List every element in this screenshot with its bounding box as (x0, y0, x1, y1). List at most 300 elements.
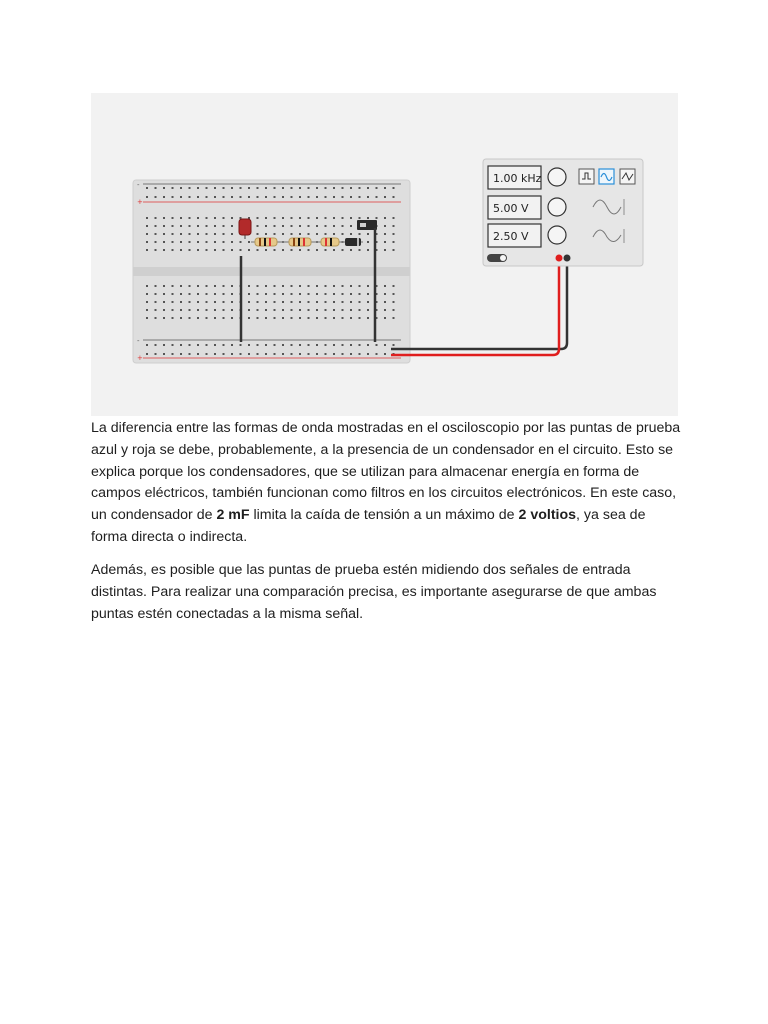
paragraph1-text-1: La diferencia entre las formas de onda mostradas en el osciloscopio por las puntas de prueba azul y roja se debe, probablemente, a la presencia de un condensador en el circuito. Esto se explica porque los condensadores, que se utilizan para almacenar energía en forma de campos eléctricos, también funcionan como filtros en los circuitos electrónicos. En este caso, un condensador de (91, 420, 681, 524)
breadboard-hole (206, 217, 208, 219)
probe-wire-black (391, 259, 567, 349)
breadboard-hole (333, 301, 335, 303)
breadboard-hole (393, 309, 395, 311)
breadboard-hole (359, 293, 361, 295)
breadboard-hole (214, 233, 216, 235)
breadboard-hole (214, 285, 216, 287)
breadboard-hole (316, 301, 318, 303)
breadboard-hole (248, 241, 250, 243)
breadboard-hole (172, 344, 174, 346)
breadboard-hole (146, 217, 148, 219)
breadboard-hole (333, 344, 335, 346)
breadboard-hole (282, 249, 284, 251)
breadboard-hole (299, 187, 301, 189)
breadboard-hole (214, 196, 216, 198)
breadboard-hole (214, 301, 216, 303)
breadboard-hole (155, 309, 157, 311)
breadboard-hole (214, 241, 216, 243)
breadboard-hole (146, 187, 148, 189)
breadboard-hole (325, 344, 327, 346)
breadboard-hole (180, 233, 182, 235)
breadboard-hole (265, 187, 267, 189)
breadboard-hole (180, 225, 182, 227)
breadboard-hole (274, 293, 276, 295)
breadboard-hole (189, 285, 191, 287)
breadboard-hole (367, 249, 369, 251)
breadboard-hole (316, 293, 318, 295)
breadboard-hole (350, 353, 352, 355)
breadboard-hole (282, 317, 284, 319)
breadboard-hole (180, 241, 182, 243)
breadboard-hole (240, 187, 242, 189)
breadboard-hole (214, 217, 216, 219)
breadboard-hole (231, 301, 233, 303)
breadboard-hole (376, 344, 378, 346)
frequency-value: 1.00 kHz (493, 172, 542, 185)
breadboard-hole (325, 196, 327, 198)
breadboard-hole (180, 317, 182, 319)
breadboard-hole (172, 225, 174, 227)
breadboard-hole (265, 309, 267, 311)
breadboard-hole (393, 249, 395, 251)
breadboard-hole (367, 196, 369, 198)
breadboard-hole (367, 241, 369, 243)
breadboard-hole (291, 233, 293, 235)
breadboard-hole (214, 187, 216, 189)
breadboard-hole (189, 301, 191, 303)
breadboard-hole (163, 309, 165, 311)
breadboard-hole (163, 293, 165, 295)
breadboard-hole (197, 309, 199, 311)
breadboard-hole (155, 293, 157, 295)
breadboard-hole (248, 301, 250, 303)
breadboard-hole (299, 233, 301, 235)
breadboard-hole (197, 301, 199, 303)
breadboard-hole (384, 233, 386, 235)
breadboard-hole (155, 217, 157, 219)
breadboard-hole (393, 196, 395, 198)
breadboard-hole (163, 301, 165, 303)
breadboard-hole (265, 196, 267, 198)
waveform-square-button[interactable] (579, 169, 594, 184)
breadboard-hole (325, 301, 327, 303)
breadboard-hole (308, 217, 310, 219)
breadboard-hole (206, 301, 208, 303)
breadboard-hole (325, 187, 327, 189)
breadboard-hole (376, 217, 378, 219)
paragraph-probe-comparison: Además, es posible que las puntas de prueba estén midiendo dos señales de entrada distintas. Para realizar una comparación precisa, es importante asegurarse de que ambas puntas estén conectadas a la misma señal. (91, 562, 657, 622)
paragraph1-text-3: , ya sea de forma directa o indirecta. (91, 507, 646, 545)
breadboard-hole (248, 353, 250, 355)
breadboard-hole (333, 309, 335, 311)
breadboard-hole (274, 187, 276, 189)
breadboard-hole (333, 285, 335, 287)
breadboard-hole (197, 217, 199, 219)
breadboard-hole (163, 225, 165, 227)
breadboard-hole (214, 249, 216, 251)
breadboard-hole (308, 233, 310, 235)
breadboard-hole (240, 249, 242, 251)
breadboard-hole (189, 249, 191, 251)
breadboard-hole (189, 187, 191, 189)
breadboard-hole (367, 233, 369, 235)
breadboard-hole (248, 187, 250, 189)
breadboard-hole (299, 309, 301, 311)
breadboard-hole (333, 293, 335, 295)
breadboard-hole (163, 187, 165, 189)
breadboard-hole (282, 196, 284, 198)
breadboard-hole (206, 187, 208, 189)
breadboard-hole (155, 225, 157, 227)
breadboard-hole (223, 301, 225, 303)
offset-knob[interactable] (548, 226, 566, 244)
breadboard-hole (163, 241, 165, 243)
breadboard-hole (197, 285, 199, 287)
breadboard-hole (350, 317, 352, 319)
breadboard-hole (155, 241, 157, 243)
breadboard-hole (231, 344, 233, 346)
breadboard-hole (393, 225, 395, 227)
breadboard-hole (163, 217, 165, 219)
breadboard-hole (197, 353, 199, 355)
breadboard-hole (274, 249, 276, 251)
resistor-band (330, 238, 332, 246)
breadboard-hole (240, 344, 242, 346)
breadboard-hole (172, 233, 174, 235)
breadboard-hole (257, 317, 259, 319)
breadboard-hole (248, 285, 250, 287)
breadboard-hole (282, 309, 284, 311)
breadboard-hole (223, 353, 225, 355)
breadboard-hole (342, 317, 344, 319)
breadboard-hole (180, 309, 182, 311)
breadboard-hole (248, 309, 250, 311)
breadboard-hole (316, 309, 318, 311)
rail-minus-sign-bottom: - (137, 337, 140, 345)
breadboard-hole (350, 187, 352, 189)
breadboard-hole (274, 344, 276, 346)
breadboard-hole (299, 249, 301, 251)
breadboard-hole (367, 293, 369, 295)
breadboard-hole (257, 353, 259, 355)
breadboard-hole (291, 225, 293, 227)
breadboard-hole (189, 344, 191, 346)
breadboard-hole (214, 309, 216, 311)
breadboard-hole (223, 233, 225, 235)
breadboard-hole (180, 293, 182, 295)
capacitance-value: 2 mF (216, 507, 250, 524)
breadboard-hole (146, 344, 148, 346)
breadboard-hole (359, 344, 361, 346)
breadboard-hole (308, 225, 310, 227)
breadboard-hole (367, 344, 369, 346)
breadboard-hole (257, 249, 259, 251)
breadboard-hole (231, 196, 233, 198)
breadboard-hole (274, 233, 276, 235)
breadboard-hole (308, 196, 310, 198)
breadboard-hole (155, 233, 157, 235)
breadboard-hole (291, 317, 293, 319)
breadboard-hole (155, 285, 157, 287)
breadboard-hole (257, 225, 259, 227)
breadboard-hole (342, 301, 344, 303)
breadboard-hole (333, 317, 335, 319)
breadboard-hole (308, 249, 310, 251)
breadboard-hole (172, 187, 174, 189)
probe-terminal-black[interactable] (564, 255, 571, 262)
breadboard-hole (146, 309, 148, 311)
probe-wire-red (391, 259, 559, 355)
breadboard-hole (223, 285, 225, 287)
breadboard-hole (376, 196, 378, 198)
breadboard-hole (316, 225, 318, 227)
breadboard-hole (308, 317, 310, 319)
breadboard-hole (231, 249, 233, 251)
resistor-band (264, 238, 266, 246)
breadboard-hole (325, 225, 327, 227)
breadboard-hole (265, 249, 267, 251)
breadboard-hole (274, 225, 276, 227)
circuit-figure (91, 93, 678, 416)
breadboard-hole (342, 353, 344, 355)
breadboard-hole (172, 217, 174, 219)
breadboard-hole (146, 293, 148, 295)
breadboard-hole (163, 196, 165, 198)
breadboard-hole (172, 241, 174, 243)
breadboard-hole (350, 309, 352, 311)
resistor-band (325, 238, 327, 246)
breadboard-hole (223, 187, 225, 189)
breadboard-hole (274, 301, 276, 303)
resistor-band (298, 238, 300, 246)
breadboard-hole (180, 344, 182, 346)
breadboard-hole (342, 309, 344, 311)
breadboard-hole (350, 293, 352, 295)
breadboard-hole (189, 309, 191, 311)
breadboard-hole (274, 317, 276, 319)
breadboard-hole (240, 241, 242, 243)
breadboard-hole (342, 233, 344, 235)
breadboard-hole (257, 233, 259, 235)
breadboard-hole (325, 233, 327, 235)
breadboard-hole (359, 285, 361, 287)
breadboard-hole (359, 309, 361, 311)
breadboard-hole (342, 285, 344, 287)
breadboard-hole (257, 344, 259, 346)
frequency-knob[interactable] (548, 168, 566, 186)
breadboard-hole (333, 249, 335, 251)
resistor-band (293, 238, 295, 246)
breadboard-hole (342, 344, 344, 346)
breadboard-hole (367, 309, 369, 311)
breadboard-hole (231, 225, 233, 227)
breadboard-hole (291, 353, 293, 355)
breadboard-hole (223, 217, 225, 219)
breadboard-hole (359, 249, 361, 251)
breadboard-hole (384, 187, 386, 189)
breadboard-hole (350, 249, 352, 251)
breadboard-hole (214, 225, 216, 227)
breadboard-hole (180, 196, 182, 198)
breadboard-hole (265, 301, 267, 303)
breadboard-hole (265, 233, 267, 235)
breadboard-hole (333, 233, 335, 235)
breadboard-hole (316, 353, 318, 355)
breadboard-hole (393, 241, 395, 243)
breadboard-hole (189, 196, 191, 198)
breadboard-hole (197, 225, 199, 227)
breadboard-hole (172, 301, 174, 303)
breadboard-hole (180, 217, 182, 219)
breadboard-hole (240, 196, 242, 198)
breadboard-hole (197, 196, 199, 198)
breadboard-hole (291, 301, 293, 303)
breadboard-hole (248, 196, 250, 198)
breadboard-hole (197, 241, 199, 243)
breadboard-hole (146, 353, 148, 355)
breadboard-hole (367, 301, 369, 303)
breadboard-hole (180, 249, 182, 251)
power-toggle-knob (500, 255, 506, 261)
rail-plus-sign-top: + (137, 198, 143, 206)
breadboard-hole (189, 317, 191, 319)
breadboard-hole (291, 196, 293, 198)
breadboard-hole (155, 317, 157, 319)
breadboard-hole (316, 344, 318, 346)
breadboard-hole (384, 309, 386, 311)
breadboard-hole (384, 317, 386, 319)
breadboard-hole (393, 301, 395, 303)
breadboard-hole (359, 301, 361, 303)
breadboard-hole (155, 301, 157, 303)
breadboard-hole (274, 285, 276, 287)
breadboard-hole (376, 187, 378, 189)
breadboard-hole (350, 285, 352, 287)
breadboard-hole (342, 187, 344, 189)
breadboard-hole (393, 233, 395, 235)
breadboard-hole (146, 249, 148, 251)
breadboard-hole (299, 225, 301, 227)
breadboard-hole (206, 285, 208, 287)
breadboard-hole (265, 344, 267, 346)
breadboard-hole (163, 353, 165, 355)
breadboard-hole (257, 285, 259, 287)
amplitude-knob[interactable] (548, 198, 566, 216)
breadboard-hole (350, 301, 352, 303)
breadboard-hole (206, 353, 208, 355)
breadboard-hole (155, 353, 157, 355)
breadboard-hole (299, 317, 301, 319)
rail-minus-sign-top: - (137, 181, 140, 189)
breadboard-hole (172, 249, 174, 251)
breadboard-hole (308, 285, 310, 287)
breadboard-hole (393, 187, 395, 189)
breadboard-hole (299, 301, 301, 303)
breadboard-hole (197, 233, 199, 235)
breadboard-hole (172, 317, 174, 319)
breadboard-hole (308, 353, 310, 355)
breadboard-hole (214, 353, 216, 355)
breadboard-hole (231, 293, 233, 295)
breadboard-hole (282, 217, 284, 219)
breadboard-hole (359, 353, 361, 355)
breadboard-hole (172, 285, 174, 287)
probe-terminal-red[interactable] (556, 255, 563, 262)
breadboard-hole (172, 353, 174, 355)
breadboard-hole (308, 293, 310, 295)
breadboard-hole (214, 344, 216, 346)
breadboard-hole (155, 249, 157, 251)
breadboard-hole (393, 293, 395, 295)
breadboard-hole (146, 301, 148, 303)
breadboard-hole (265, 225, 267, 227)
paragraph1-text-2: limita la caída de tensión a un máximo de (249, 507, 519, 524)
breadboard-channel (133, 267, 410, 276)
breadboard-hole (333, 196, 335, 198)
breadboard-hole (274, 217, 276, 219)
breadboard-hole (206, 309, 208, 311)
breadboard-hole (146, 317, 148, 319)
breadboard-hole (342, 293, 344, 295)
breadboard-hole (206, 233, 208, 235)
breadboard-hole (316, 217, 318, 219)
offset-value: 2.50 V (493, 230, 529, 243)
breadboard-hole (333, 187, 335, 189)
breadboard-hole (163, 249, 165, 251)
breadboard-hole (308, 301, 310, 303)
breadboard-hole (155, 344, 157, 346)
breadboard-hole (393, 285, 395, 287)
breadboard-hole (189, 225, 191, 227)
breadboard-hole (316, 317, 318, 319)
breadboard-hole (316, 285, 318, 287)
breadboard-hole (172, 196, 174, 198)
breadboard-hole (316, 187, 318, 189)
breadboard-hole (299, 217, 301, 219)
breadboard-hole (248, 249, 250, 251)
breadboard-hole (197, 249, 199, 251)
paragraph-capacitor-explanation (91, 418, 681, 549)
breadboard-hole (384, 225, 386, 227)
circuit-illustration (91, 93, 678, 416)
breadboard-hole (291, 285, 293, 287)
breadboard-hole (231, 217, 233, 219)
breadboard-hole (189, 293, 191, 295)
breadboard-hole (325, 249, 327, 251)
breadboard-hole (299, 196, 301, 198)
breadboard-hole (265, 293, 267, 295)
breadboard-hole (146, 225, 148, 227)
breadboard-hole (333, 225, 335, 227)
breadboard-hole (206, 225, 208, 227)
breadboard-hole (282, 344, 284, 346)
breadboard-hole (248, 344, 250, 346)
voltage-value: 2 voltios (518, 507, 577, 524)
breadboard-hole (265, 217, 267, 219)
rail-plus-sign-bottom: + (137, 354, 143, 362)
breadboard-hole (231, 241, 233, 243)
breadboard-hole (274, 309, 276, 311)
breadboard-hole (257, 301, 259, 303)
breadboard-hole (393, 317, 395, 319)
breadboard-hole (146, 233, 148, 235)
breadboard-hole (231, 317, 233, 319)
breadboard-hole (291, 344, 293, 346)
breadboard-hole (367, 217, 369, 219)
breadboard-hole (393, 217, 395, 219)
breadboard-hole (299, 285, 301, 287)
breadboard-hole (180, 301, 182, 303)
